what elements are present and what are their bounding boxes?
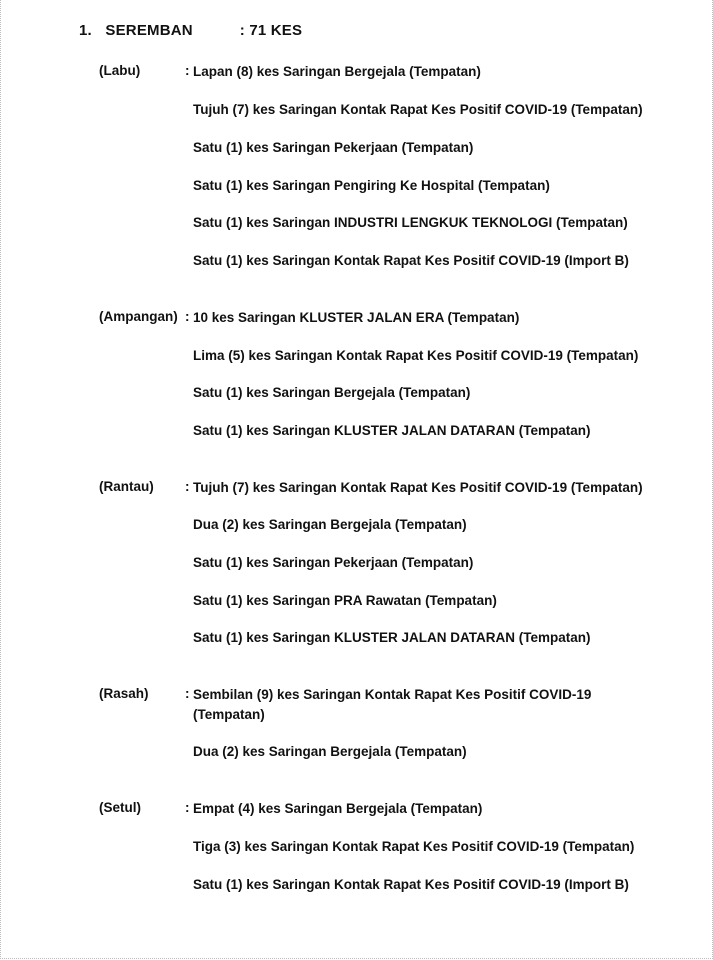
area-label: (Ampangan) xyxy=(99,309,178,324)
case-line: Lima (5) kes Saringan Kontak Rapat Kes Positif COVID-19 (Tempatan) xyxy=(193,348,639,363)
case-line: Satu (1) kes Saringan Kontak Rapat Kes Positif COVID-19 (Import B) xyxy=(193,253,629,268)
case-line: Satu (1) kes Saringan Pengiring Ke Hospital (Tempatan) xyxy=(193,178,550,193)
case-line: Satu (1) kes Saringan INDUSTRI LENGKUK TEKNOLOGI (Tempatan) xyxy=(193,215,628,230)
area-colon: : xyxy=(185,63,190,78)
case-line: Dua (2) kes Saringan Bergejala (Tempatan) xyxy=(193,517,467,532)
case-line: Sembilan (9) kes Saringan Kontak Rapat Kes Positif COVID-19 xyxy=(193,687,592,702)
area-colon: : xyxy=(185,309,190,324)
heading-total: : 71 KES xyxy=(239,22,303,39)
case-line: Satu (1) kes Saringan Bergejala (Tempatan) xyxy=(193,385,471,400)
case-line: Satu (1) kes Saringan KLUSTER JALAN DATARAN (Tempatan) xyxy=(193,630,591,645)
area-colon: : xyxy=(185,686,190,701)
case-line: Tujuh (7) kes Saringan Kontak Rapat Kes Positif COVID-19 (Tempatan) xyxy=(193,480,643,495)
case-line: 10 kes Saringan KLUSTER JALAN ERA (Tempatan) xyxy=(193,310,520,325)
area-label: (Rasah) xyxy=(99,686,149,701)
case-line: Dua (2) kes Saringan Bergejala (Tempatan) xyxy=(193,744,467,759)
case-line: Satu (1) kes Saringan Pekerjaan (Tempatan) xyxy=(193,555,474,570)
area-colon: : xyxy=(185,800,190,815)
case-line: Tujuh (7) kes Saringan Kontak Rapat Kes Positif COVID-19 (Tempatan) xyxy=(193,102,643,117)
case-line: Empat (4) kes Saringan Bergejala (Tempatan) xyxy=(193,801,483,816)
case-line: Tiga (3) kes Saringan Kontak Rapat Kes Positif COVID-19 (Tempatan) xyxy=(193,839,635,854)
area-label: (Labu) xyxy=(99,63,141,78)
district-heading xyxy=(79,22,302,39)
case-line: Lapan (8) kes Saringan Bergejala (Tempatan) xyxy=(193,64,481,79)
area-label: (Setul) xyxy=(99,800,141,815)
heading-number: 1. xyxy=(79,22,92,39)
area-label: (Rantau) xyxy=(99,479,154,494)
case-line: (Tempatan) xyxy=(193,707,265,722)
case-line: Satu (1) kes Saringan Kontak Rapat Kes Positif COVID-19 (Import B) xyxy=(193,877,629,892)
heading-district: SEREMBAN xyxy=(105,22,193,39)
case-line: Satu (1) kes Saringan Pekerjaan (Tempatan) xyxy=(193,140,474,155)
case-line: Satu (1) kes Saringan KLUSTER JALAN DATARAN (Tempatan) xyxy=(193,423,591,438)
area-colon: : xyxy=(185,479,190,494)
case-line: Satu (1) kes Saringan PRA Rawatan (Tempatan) xyxy=(193,593,497,608)
